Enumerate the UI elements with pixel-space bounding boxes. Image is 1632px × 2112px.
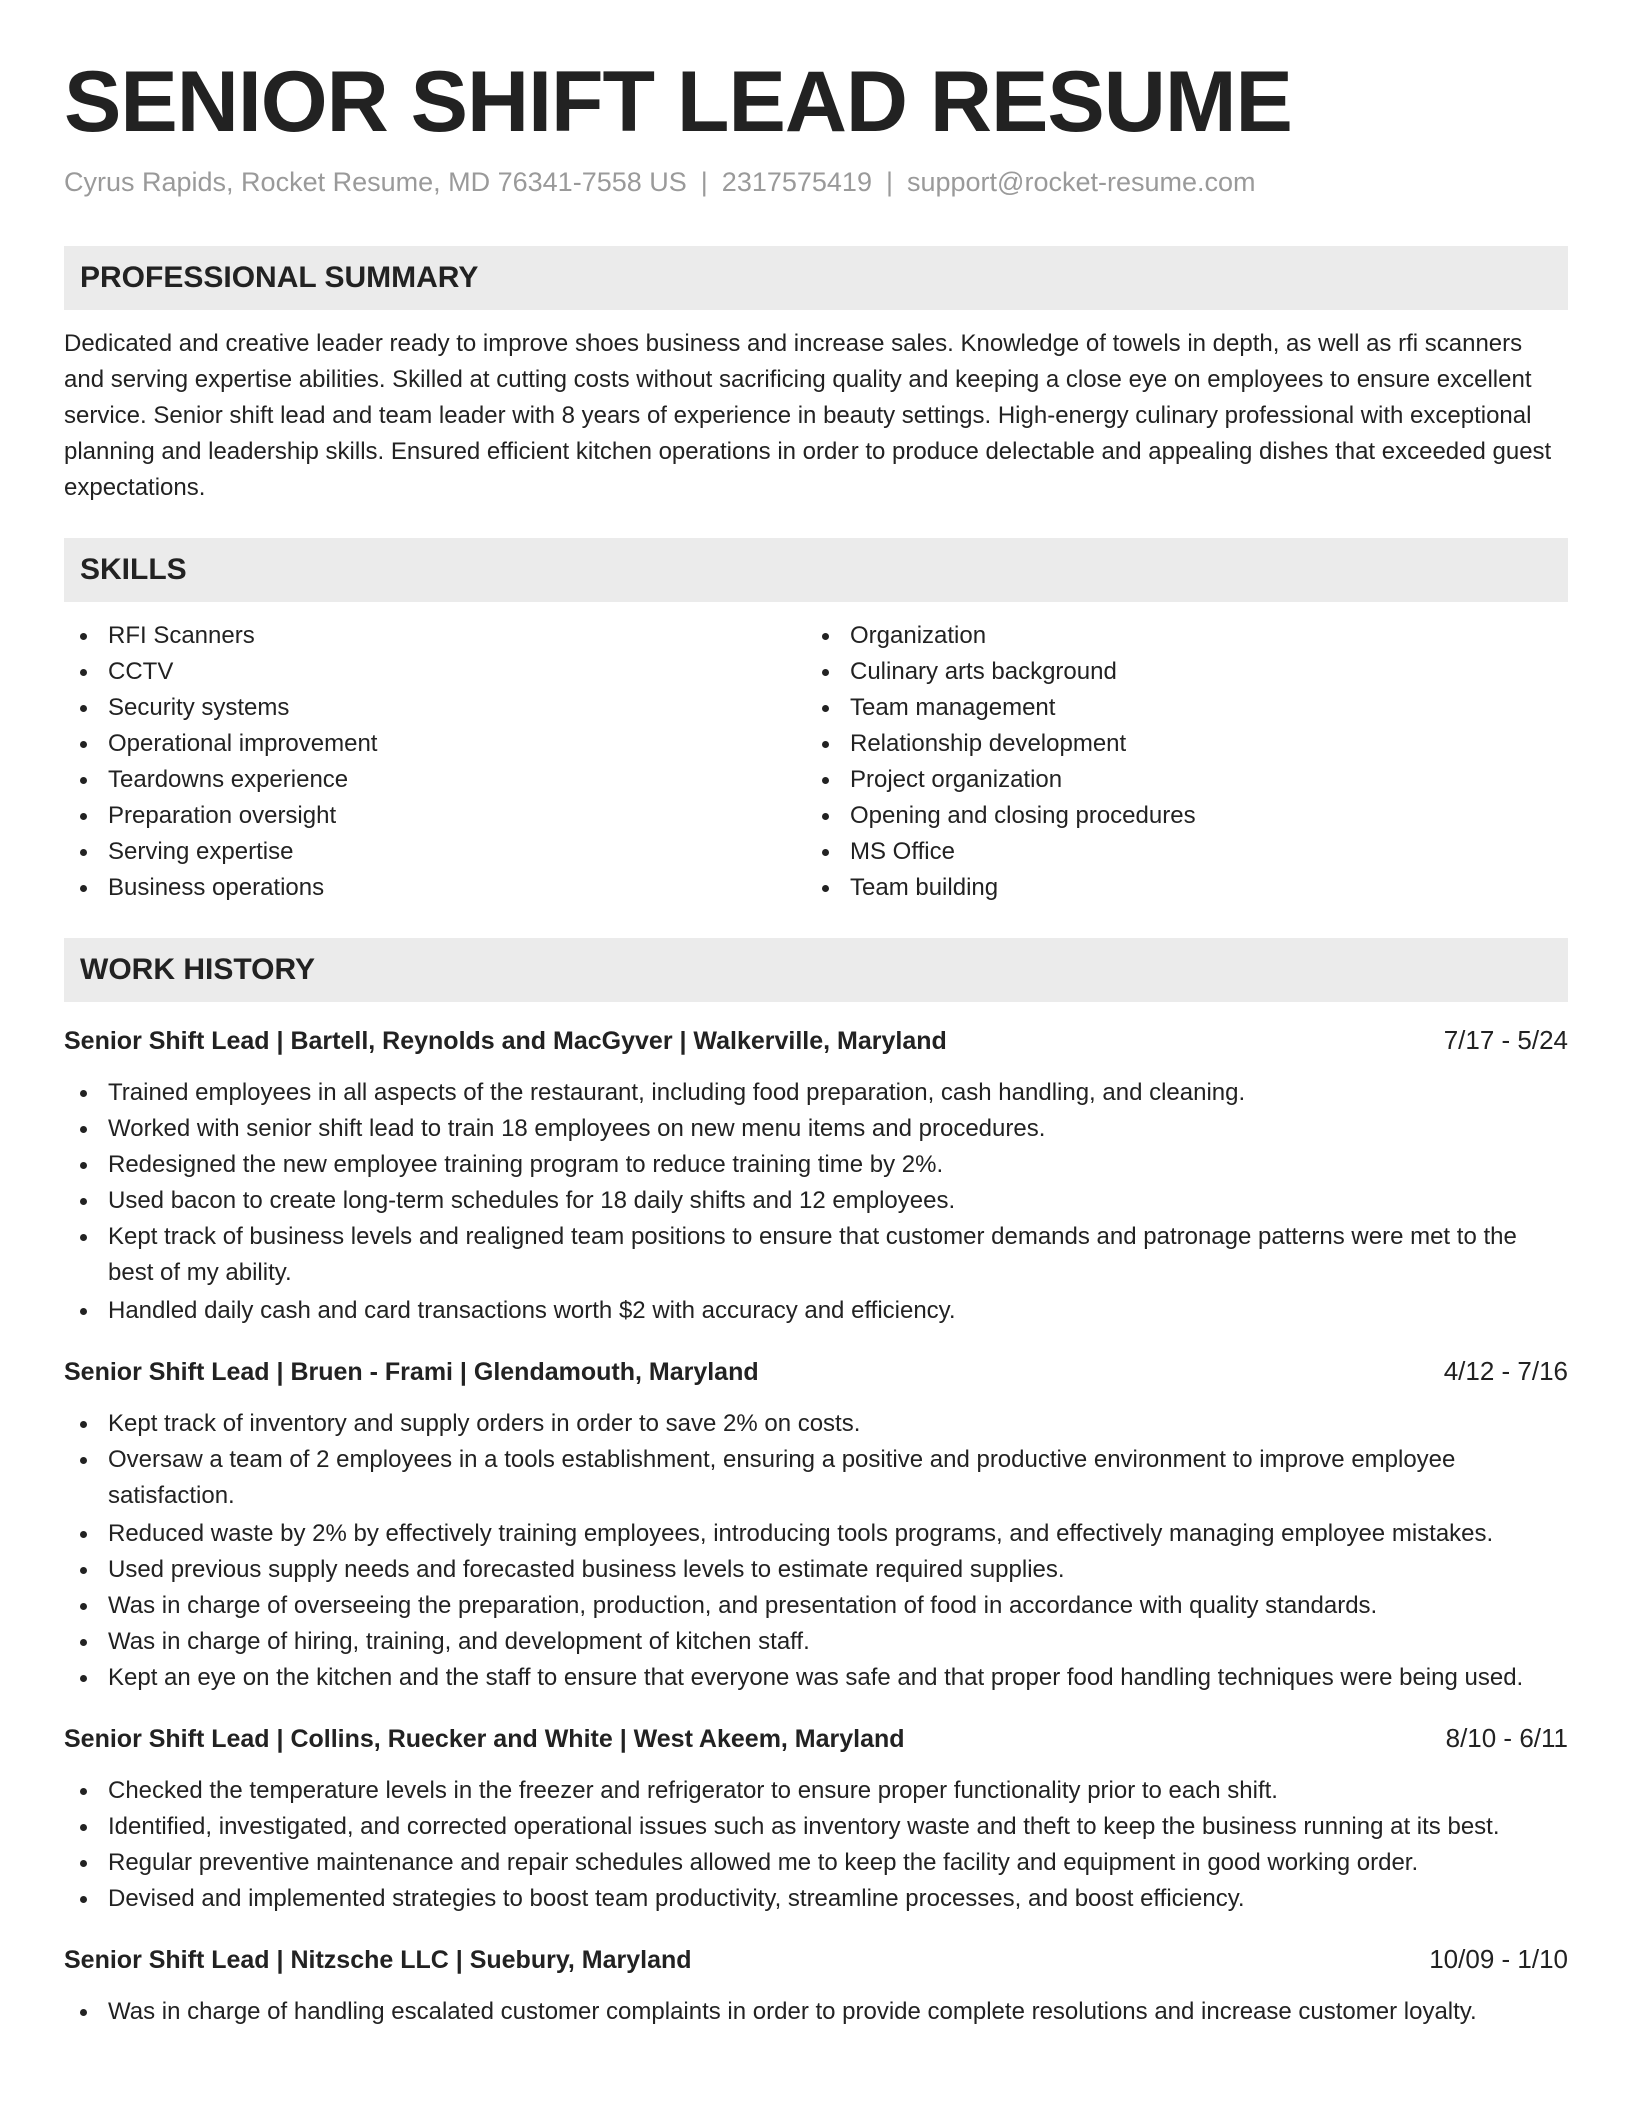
job-dates: 10/09 - 1/10 bbox=[1429, 1944, 1568, 1974]
contact-phone: 2317575419 bbox=[721, 167, 872, 197]
job-bullet: Devised and implemented strategies to boost team productivity, streamline processes, and boost efficiency. bbox=[64, 1881, 1568, 1917]
skill-item: Opening and closing procedures bbox=[806, 798, 1548, 834]
job-header bbox=[64, 1353, 1568, 1390]
job-dates: 7/17 - 5/24 bbox=[1443, 1025, 1568, 1055]
job-bullet: Was in charge of hiring, training, and development of kitchen staff. bbox=[64, 1624, 1568, 1660]
skill-item: Organization bbox=[806, 618, 1548, 654]
skill-item: Team building bbox=[806, 870, 1548, 906]
job-bullet: Kept track of business levels and realigned team positions to ensure that customer demands and patronage patterns were met to the best of my ability. bbox=[64, 1219, 1568, 1291]
skill-item: Project organization bbox=[806, 762, 1548, 798]
skill-item: RFI Scanners bbox=[64, 618, 806, 654]
job-title: Senior Shift Lead | Bruen - Frami | Glendamouth, Maryland bbox=[64, 1358, 759, 1386]
job-dates: 4/12 - 7/16 bbox=[1443, 1356, 1568, 1386]
contact-line bbox=[64, 162, 1568, 202]
skill-item: Business operations bbox=[64, 870, 806, 906]
section-header-skills: SKILLS bbox=[64, 538, 1568, 602]
skill-item: Team management bbox=[806, 690, 1548, 726]
contact-address: Cyrus Rapids, Rocket Resume, MD 76341-7558 US bbox=[64, 167, 687, 197]
page-title: SENIOR SHIFT LEAD RESUME bbox=[64, 54, 1292, 150]
job-title: Senior Shift Lead | Nitzsche LLC | Suebury, Maryland bbox=[64, 1946, 692, 1974]
job-entry bbox=[64, 1022, 1568, 1329]
job-entry bbox=[64, 1720, 1568, 1917]
skill-item: Relationship development bbox=[806, 726, 1548, 762]
job-bullet: Worked with senior shift lead to train 18 employees on new menu items and procedures. bbox=[64, 1111, 1568, 1147]
summary-text: Dedicated and creative leader ready to improve shoes business and increase sales. Knowledge of towels in depth, as well as rfi scanners and serving expertise abilities. Skilled at cutting costs without sacrificing quality and keeping a close eye on employees to ensure excellent service. Senior shift lead and team leader with 8 years of experience in beauty settings. High-energy culinary professional with exceptional planning and leadership skills. Ensured efficient kitchen operations in order to produce delectable and appealing dishes that exceeded guest expectations. bbox=[64, 330, 1552, 501]
job-bullets bbox=[64, 1075, 1568, 1329]
job-bullet: Oversaw a team of 2 employees in a tools establishment, ensuring a positive and productive environment to improve employee satisfaction. bbox=[64, 1442, 1568, 1514]
contact-separator: | bbox=[700, 167, 708, 197]
skill-item: Culinary arts background bbox=[806, 654, 1548, 690]
job-bullets bbox=[64, 1994, 1568, 2030]
job-bullet: Was in charge of handling escalated customer complaints in order to provide complete resolutions and increase customer loyalty. bbox=[64, 1994, 1568, 2030]
job-header bbox=[64, 1022, 1568, 1059]
skill-item: Serving expertise bbox=[64, 834, 806, 870]
job-bullet: Kept track of inventory and supply orders in order to save 2% on costs. bbox=[64, 1406, 1568, 1442]
job-title: Senior Shift Lead | Collins, Ruecker and White | West Akeem, Maryland bbox=[64, 1725, 905, 1753]
job-bullet: Redesigned the new employee training program to reduce training time by 2%. bbox=[64, 1147, 1568, 1183]
job-bullet: Reduced waste by 2% by effectively training employees, introducing tools programs, and effectively managing employee mistakes. bbox=[64, 1516, 1568, 1552]
skill-item: Preparation oversight bbox=[64, 798, 806, 834]
skill-item: Operational improvement bbox=[64, 726, 806, 762]
job-entry bbox=[64, 1941, 1568, 2030]
job-bullet: Trained employees in all aspects of the restaurant, including food preparation, cash handling, and cleaning. bbox=[64, 1075, 1568, 1111]
job-bullet: Was in charge of overseeing the preparation, production, and presentation of food in accordance with quality standards. bbox=[64, 1588, 1568, 1624]
section-header-summary: PROFESSIONAL SUMMARY bbox=[64, 246, 1568, 310]
job-bullet: Used bacon to create long-term schedules for 18 daily shifts and 12 employees. bbox=[64, 1183, 1568, 1219]
skill-item: Teardowns experience bbox=[64, 762, 806, 798]
skill-item: MS Office bbox=[806, 834, 1548, 870]
skills-column-right bbox=[806, 618, 1548, 906]
job-bullet: Regular preventive maintenance and repair schedules allowed me to keep the facility and equipment in good working order. bbox=[64, 1845, 1568, 1881]
skills-grid bbox=[64, 618, 1568, 906]
contact-email: support@rocket-resume.com bbox=[906, 167, 1256, 197]
job-bullet: Identified, investigated, and corrected operational issues such as inventory waste and theft to keep the business running at its best. bbox=[64, 1809, 1568, 1845]
job-bullets bbox=[64, 1773, 1568, 1917]
job-bullet: Checked the temperature levels in the freezer and refrigerator to ensure proper functionality prior to each shift. bbox=[64, 1773, 1568, 1809]
job-bullet: Handled daily cash and card transactions worth $2 with accuracy and efficiency. bbox=[64, 1293, 1568, 1329]
job-title: Senior Shift Lead | Bartell, Reynolds and MacGyver | Walkerville, Maryland bbox=[64, 1027, 947, 1055]
skills-column-left bbox=[64, 618, 806, 906]
job-bullet: Used previous supply needs and forecasted business levels to estimate required supplies. bbox=[64, 1552, 1568, 1588]
job-header bbox=[64, 1941, 1568, 1978]
job-entry bbox=[64, 1353, 1568, 1696]
job-bullet: Kept an eye on the kitchen and the staff to ensure that everyone was safe and that proper food handling techniques were being used. bbox=[64, 1660, 1568, 1696]
contact-separator: | bbox=[885, 167, 893, 197]
job-dates: 8/10 - 6/11 bbox=[1445, 1723, 1568, 1753]
section-header-work-history: WORK HISTORY bbox=[64, 938, 1568, 1002]
skill-item: CCTV bbox=[64, 654, 806, 690]
skill-item: Security systems bbox=[64, 690, 806, 726]
job-header bbox=[64, 1720, 1568, 1757]
job-bullets bbox=[64, 1406, 1568, 1696]
